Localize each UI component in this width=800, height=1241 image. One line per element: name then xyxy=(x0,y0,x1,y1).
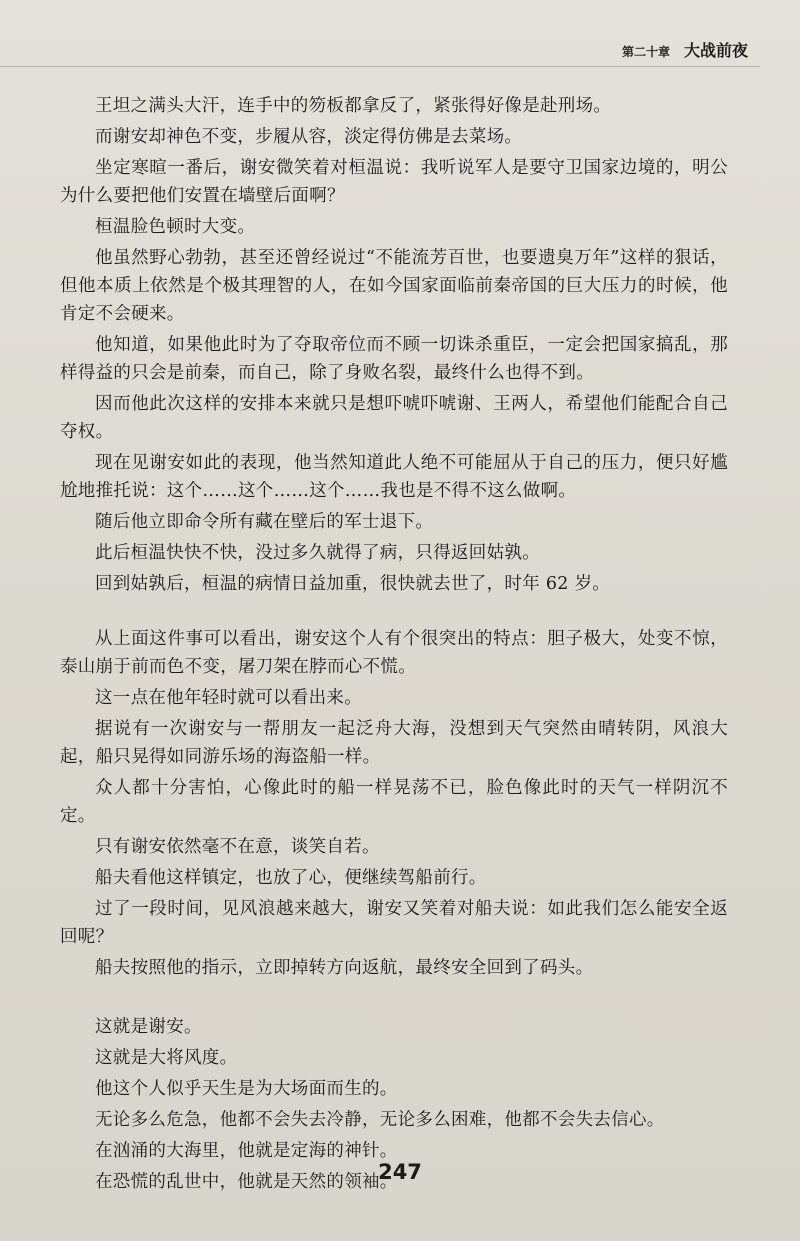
paragraph: 在汹涌的大海里，他就是定海的神针。 xyxy=(95,1141,398,1161)
paragraph: 据说有一次谢安与一帮朋友一起泛舟大海，没想到天气突然由晴转阴，风浪大起，船只晃得如同游乐场的海盗船一样。 xyxy=(60,719,728,767)
paragraph: 只有谢安依然毫不在意，谈笑自若。 xyxy=(95,837,380,857)
section-break xyxy=(60,601,728,625)
paragraph: 随后他立即命令所有藏在壁后的军士退下。 xyxy=(95,512,434,532)
paragraph: 桓温脸色顿时大变。 xyxy=(95,217,256,237)
chapter-title: 大战前夜 xyxy=(683,41,748,60)
paragraph: 这就是大将风度。 xyxy=(95,1048,238,1068)
paragraph: 他知道，如果他此时为了夺取帝位而不顾一切诛杀重臣，一定会把国家搞乱，那样得益的只会是前秦，而自己，除了身败名裂，最终什么也得不到。 xyxy=(60,335,728,383)
paragraph: 船夫按照他的指示，立即掉转方向返航，最终安全回到了码头。 xyxy=(95,958,594,978)
page-number: 247 xyxy=(378,1160,422,1184)
paragraph: 他这个人似乎天生是为大场面而生的。 xyxy=(95,1079,398,1099)
paragraph: 过了一段时间，见风浪越来越大，谢安又笑着对船夫说：如此我们怎么能安全返回呢？ xyxy=(60,899,728,947)
paragraph: 王坦之满头大汗，连手中的笏板都拿反了，紧张得好像是赴刑场。 xyxy=(95,96,612,116)
paragraph: 无论多么危急，他都不会失去冷静，无论多么困难，他都不会失去信心。 xyxy=(95,1110,665,1130)
paragraph: 船夫看他这样镇定，也放了心，便继续驾船前行。 xyxy=(95,868,487,888)
running-header xyxy=(622,38,748,61)
paragraph: 众人都十分害怕，心像此时的船一样晃荡不已，脸色像此时的天气一样阴沉不定。 xyxy=(60,778,728,826)
paragraph: 回到姑孰后，桓温的病情日益加重，很快就去世了，时年 62 岁。 xyxy=(95,574,611,594)
paragraph: 此后桓温快快不快，没过多久就得了病，只得返回姑孰。 xyxy=(95,543,540,563)
paragraph: 在恐慌的乱世中，他就是天然的领袖。 xyxy=(95,1172,398,1192)
paragraph: 这一点在他年轻时就可以看出来。 xyxy=(95,688,362,708)
paragraph: 因而他此次这样的安排本来就只是想吓唬吓唬谢、王两人，希望他们能配合自己夺权。 xyxy=(60,394,728,442)
paragraph: 这就是谢安。 xyxy=(95,1017,202,1037)
chapter-label: 第二十章 xyxy=(621,45,670,59)
header-divider xyxy=(0,66,760,67)
paragraph: 坐定寒暄一番后，谢安微笑着对桓温说：我听说军人是要守卫国家边境的，明公为什么要把他们安置在墙壁后面啊？ xyxy=(60,158,728,206)
paragraph: 而谢安却神色不变，步履从容，淡定得仿佛是去菜场。 xyxy=(95,127,523,147)
body-text xyxy=(60,92,728,1199)
paragraph: 从上面这件事可以看出，谢安这个人有个很突出的特点：胆子极大，处变不惊，泰山崩于前而色不变，屠刀架在脖而心不慌。 xyxy=(60,629,728,677)
paragraph: 现在见谢安如此的表现，他当然知道此人绝不可能屈从于自己的压力，便只好尴尬地推托说：这个……这个……这个……我也是不得不这么做啊。 xyxy=(60,453,728,501)
paragraph: 他虽然野心勃勃，甚至还曾经说过“不能流芳百世，也要遗臭万年”这样的狠话，但他本质上依然是个极其理智的人，在如今国家面临前秦帝国的巨大压力的时候，他肯定不会硬来。 xyxy=(60,248,728,324)
section-break xyxy=(60,985,728,1013)
